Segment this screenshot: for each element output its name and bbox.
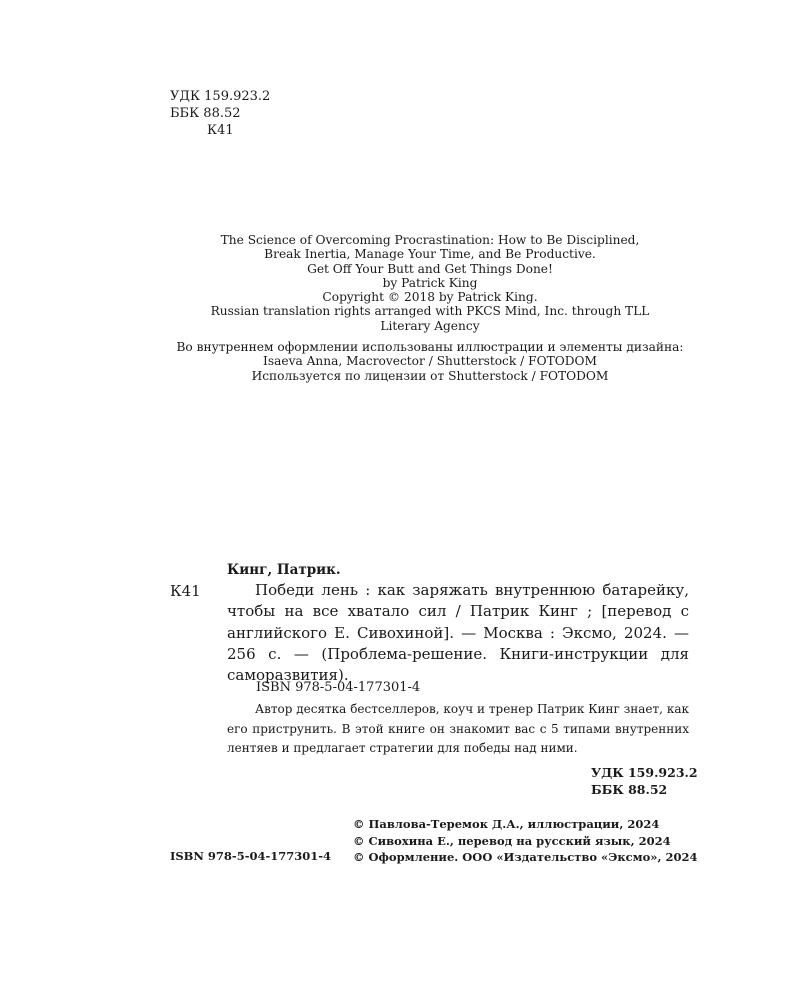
credits-line: Literary Agency	[380, 318, 480, 333]
credits-line: Russian translation rights arranged with PKCS Mind, Inc. through TLL	[210, 304, 650, 319]
design-credits	[160, 340, 700, 383]
classification-block	[170, 88, 270, 139]
copyright-line: © Сивохина Е., перевод на русский язык, 2024	[353, 833, 671, 848]
catalog-isbn: ISBN 978-5-04-177301-4	[256, 680, 421, 695]
catalog-code: К41	[170, 582, 201, 600]
catalog-udk: УДК 159.923.2	[591, 765, 698, 780]
book-annotation: Автор десятка бестселлеров, коуч и тренер Патрик Кинг знает, как его приструнить. В этой книге он знакомит вас с 5 типами внутренних лентяев и предлагает стратегии для победы над ними.	[227, 702, 689, 755]
design-line: Во внутреннем оформлении использованы иллюстрации и элементы дизайна:	[176, 340, 684, 355]
credits-line: by Patrick King	[382, 275, 478, 290]
credits-line: Get Off Your Butt and Get Things Done!	[307, 261, 553, 276]
copyright-line: © Павлова-Теремок Д.А., иллюстрации, 2024	[353, 817, 660, 831]
bibliographic-description: Победи лень : как заряжать внутреннюю батарейку, чтобы на все хватало сил / Патрик Кинг ; [перевод с английского Е. Сивохиной]. — Москва : Эксмо, 2024. — 256 с. — (Проблема-решение. Книги-инструкции для саморазвития).	[227, 581, 689, 685]
original-credits	[160, 233, 700, 383]
catalog-author: Кинг, Патрик.	[227, 562, 341, 578]
catalog-bbk: ББК 88.52	[591, 782, 668, 797]
copyright-line: © Оформление. ООО «Издательство «Эксмо», 2024	[353, 850, 698, 864]
design-line: Isaeva Anna, Macrovector / Shutterstock / FOTODOM	[263, 354, 597, 369]
credits-line: Break Inertia, Manage Your Time, and Be Productive.	[264, 247, 596, 262]
credits-line: The Science of Overcoming Procrastination: How to Be Disciplined,	[220, 233, 640, 247]
copyright-notices	[353, 816, 698, 866]
design-line: Используется по лицензии от Shutterstock / FOTODOM	[251, 368, 609, 383]
catalog-classification	[591, 764, 698, 798]
credits-line: Copyright © 2018 by Patrick King.	[322, 290, 538, 305]
footer-isbn: ISBN 978-5-04-177301-4	[170, 849, 332, 863]
udk-code: УДК 159.923.2	[170, 89, 271, 104]
author-mark: К41	[207, 123, 234, 138]
bbk-code: ББК 88.52	[170, 106, 241, 121]
